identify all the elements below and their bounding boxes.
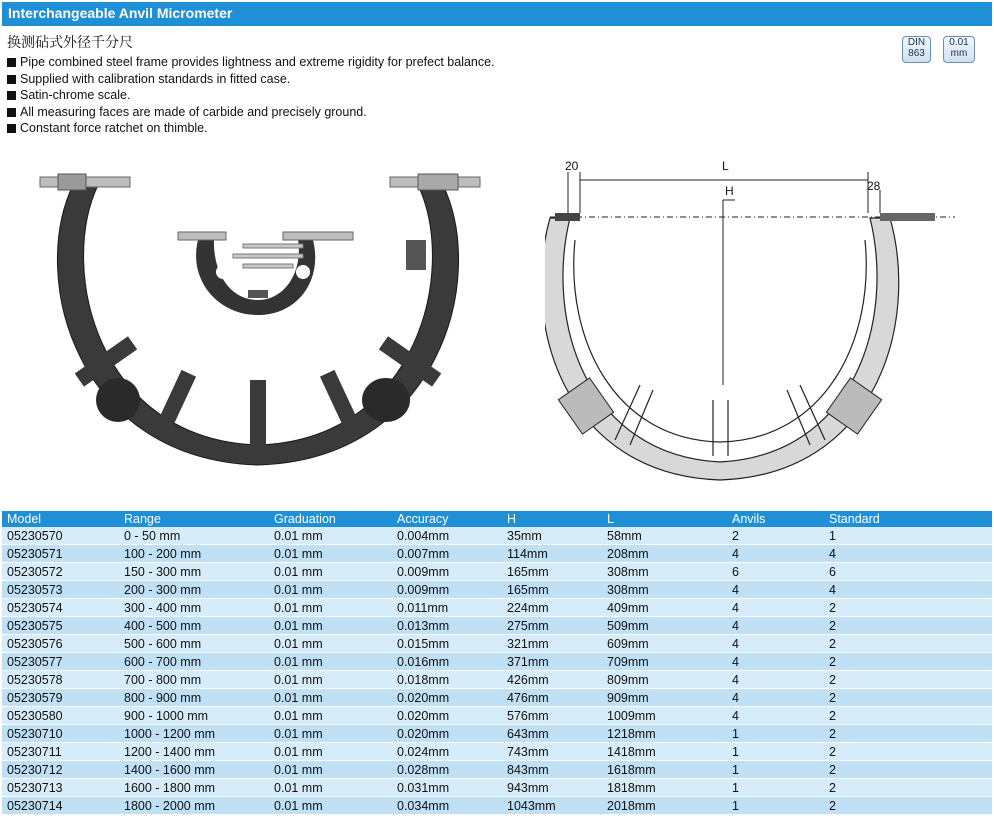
- table-row: [2, 527, 992, 545]
- table-cell: 1200 - 1400 mm: [119, 743, 269, 761]
- table-cell: 709mm: [602, 653, 727, 671]
- table-cell: 224mm: [502, 599, 602, 617]
- table-row: [2, 671, 992, 689]
- table-cell: 743mm: [502, 743, 602, 761]
- table-cell: 0.004mm: [392, 527, 502, 545]
- table-cell: 275mm: [502, 617, 602, 635]
- table-cell: 0.01 mm: [269, 581, 392, 599]
- table-cell: 426mm: [502, 671, 602, 689]
- table-cell: 0.018mm: [392, 671, 502, 689]
- table-cell: 6: [824, 563, 992, 581]
- table-cell: 0.01 mm: [269, 761, 392, 779]
- table-cell: 909mm: [602, 689, 727, 707]
- col-header: Model: [2, 511, 119, 527]
- table-cell: 1618mm: [602, 761, 727, 779]
- dimension-drawing: [545, 150, 965, 490]
- table-cell: 4: [727, 671, 824, 689]
- table-cell: 05230574: [2, 599, 119, 617]
- feature-item: All measuring faces are made of carbide and precisely ground.: [7, 104, 495, 121]
- table-cell: 4: [727, 545, 824, 563]
- graduation-badge: [943, 36, 975, 63]
- din-badge-line1: DIN: [907, 37, 926, 48]
- table-row: [2, 653, 992, 671]
- col-header: H: [502, 511, 602, 527]
- dim-28-label: 28: [867, 179, 881, 193]
- table-cell: 1: [824, 527, 992, 545]
- table-cell: 05230570: [2, 527, 119, 545]
- table-cell: 600 - 700 mm: [119, 653, 269, 671]
- table-cell: 643mm: [502, 725, 602, 743]
- table-cell: 900 - 1000 mm: [119, 707, 269, 725]
- feature-item: Supplied with calibration standards in fitted case.: [7, 71, 495, 88]
- table-cell: 2: [824, 635, 992, 653]
- table-cell: 0.01 mm: [269, 707, 392, 725]
- table-cell: 4: [727, 635, 824, 653]
- table-row: [2, 581, 992, 599]
- table-cell: 0.015mm: [392, 635, 502, 653]
- table-cell: 0.009mm: [392, 581, 502, 599]
- table-cell: 2: [824, 761, 992, 779]
- table-cell: 208mm: [602, 545, 727, 563]
- table-row: [2, 563, 992, 581]
- table-cell: 4: [727, 653, 824, 671]
- dim-l-label: L: [722, 159, 729, 173]
- table-cell: 165mm: [502, 581, 602, 599]
- feature-item: Constant force ratchet on thimble.: [7, 120, 495, 137]
- table-cell: 05230714: [2, 797, 119, 815]
- table-cell: 0.020mm: [392, 707, 502, 725]
- table-cell: 4: [727, 707, 824, 725]
- table-cell: 0.01 mm: [269, 617, 392, 635]
- table-cell: 05230572: [2, 563, 119, 581]
- table-cell: 05230710: [2, 725, 119, 743]
- table-cell: 4: [727, 599, 824, 617]
- table-cell: 0.01 mm: [269, 527, 392, 545]
- table-cell: 2: [824, 689, 992, 707]
- table-cell: 843mm: [502, 761, 602, 779]
- table-cell: 0.028mm: [392, 761, 502, 779]
- table-cell: 1: [727, 743, 824, 761]
- feature-item: Pipe combined steel frame provides lightness and extreme rigidity for prefect balance.: [7, 54, 495, 71]
- table-cell: 409mm: [602, 599, 727, 617]
- table-cell: 05230711: [2, 743, 119, 761]
- table-cell: 0.01 mm: [269, 599, 392, 617]
- spec-table: [2, 511, 992, 815]
- table-cell: 4: [824, 581, 992, 599]
- table-cell: 05230576: [2, 635, 119, 653]
- table-cell: 05230713: [2, 779, 119, 797]
- table-cell: 300 - 400 mm: [119, 599, 269, 617]
- col-header: Graduation: [269, 511, 392, 527]
- table-cell: 1400 - 1600 mm: [119, 761, 269, 779]
- dim-20-label: 20: [565, 159, 579, 173]
- table-cell: 05230577: [2, 653, 119, 671]
- table-cell: 2: [824, 671, 992, 689]
- table-cell: 114mm: [502, 545, 602, 563]
- table-cell: 150 - 300 mm: [119, 563, 269, 581]
- table-cell: 1418mm: [602, 743, 727, 761]
- col-header: Range: [119, 511, 269, 527]
- table-row: [2, 707, 992, 725]
- micrometer-photo: [18, 160, 498, 470]
- table-cell: 0.020mm: [392, 725, 502, 743]
- table-cell: 0.034mm: [392, 797, 502, 815]
- table-cell: 0.031mm: [392, 779, 502, 797]
- table-row: [2, 779, 992, 797]
- chinese-subtitle: 换测砧式外径千分尺: [7, 34, 133, 50]
- table-row: [2, 617, 992, 635]
- table-row: [2, 689, 992, 707]
- feature-list: [7, 54, 495, 137]
- table-cell: 0.01 mm: [269, 563, 392, 581]
- table-cell: 35mm: [502, 527, 602, 545]
- table-row: [2, 743, 992, 761]
- table-row: [2, 761, 992, 779]
- table-cell: 200 - 300 mm: [119, 581, 269, 599]
- table-cell: 2: [824, 797, 992, 815]
- table-cell: 1: [727, 725, 824, 743]
- table-cell: 0.009mm: [392, 563, 502, 581]
- table-cell: 0.01 mm: [269, 725, 392, 743]
- table-cell: 321mm: [502, 635, 602, 653]
- table-cell: 05230580: [2, 707, 119, 725]
- table-cell: 1218mm: [602, 725, 727, 743]
- table-cell: 100 - 200 mm: [119, 545, 269, 563]
- table-cell: 0.011mm: [392, 599, 502, 617]
- table-cell: 1043mm: [502, 797, 602, 815]
- table-cell: 05230571: [2, 545, 119, 563]
- table-cell: 0.016mm: [392, 653, 502, 671]
- table-cell: 4: [727, 617, 824, 635]
- table-cell: 2: [824, 599, 992, 617]
- table-cell: 943mm: [502, 779, 602, 797]
- table-cell: 0.01 mm: [269, 797, 392, 815]
- din-863-badge: [902, 36, 931, 63]
- table-row: [2, 599, 992, 617]
- table-cell: 0.01 mm: [269, 779, 392, 797]
- table-cell: 476mm: [502, 689, 602, 707]
- table-cell: 1000 - 1200 mm: [119, 725, 269, 743]
- col-header: Standard: [824, 511, 992, 527]
- table-cell: 1009mm: [602, 707, 727, 725]
- table-cell: 05230575: [2, 617, 119, 635]
- table-cell: 0.01 mm: [269, 671, 392, 689]
- table-cell: 6: [727, 563, 824, 581]
- table-cell: 509mm: [602, 617, 727, 635]
- din-badge-line2: 863: [908, 48, 925, 59]
- table-row: [2, 797, 992, 815]
- table-cell: 05230579: [2, 689, 119, 707]
- table-cell: 0.024mm: [392, 743, 502, 761]
- col-header: Accuracy: [392, 511, 502, 527]
- table-cell: 400 - 500 mm: [119, 617, 269, 635]
- table-cell: 05230573: [2, 581, 119, 599]
- page-title: Interchangeable Anvil Micrometer: [8, 5, 233, 21]
- table-cell: 0.01 mm: [269, 635, 392, 653]
- table-cell: 0.013mm: [392, 617, 502, 635]
- table-row: [2, 635, 992, 653]
- table-cell: 2: [824, 743, 992, 761]
- table-cell: 05230712: [2, 761, 119, 779]
- table-cell: 576mm: [502, 707, 602, 725]
- table-cell: 0.01 mm: [269, 689, 392, 707]
- table-cell: 700 - 800 mm: [119, 671, 269, 689]
- table-cell: 2: [824, 653, 992, 671]
- table-cell: 2: [824, 725, 992, 743]
- table-cell: 05230578: [2, 671, 119, 689]
- table-header-row: [2, 511, 992, 527]
- table-cell: 809mm: [602, 671, 727, 689]
- dim-h-label: H: [725, 184, 734, 198]
- table-cell: 0.01 mm: [269, 653, 392, 671]
- table-cell: 1818mm: [602, 779, 727, 797]
- table-cell: 1800 - 2000 mm: [119, 797, 269, 815]
- table-cell: 800 - 900 mm: [119, 689, 269, 707]
- table-cell: 0 - 50 mm: [119, 527, 269, 545]
- title-bar: [2, 2, 992, 26]
- col-header: Anvils: [727, 511, 824, 527]
- table-cell: 2: [824, 617, 992, 635]
- table-cell: 500 - 600 mm: [119, 635, 269, 653]
- table-cell: 2: [824, 707, 992, 725]
- table-cell: 0.007mm: [392, 545, 502, 563]
- table-cell: 609mm: [602, 635, 727, 653]
- table-row: [2, 725, 992, 743]
- table-cell: 0.020mm: [392, 689, 502, 707]
- table-cell: 2: [824, 779, 992, 797]
- table-cell: 165mm: [502, 563, 602, 581]
- grad-badge-line2: mm: [950, 48, 968, 59]
- table-cell: 1600 - 1800 mm: [119, 779, 269, 797]
- col-header: L: [602, 511, 727, 527]
- table-cell: 1: [727, 797, 824, 815]
- feature-item: Satin-chrome scale.: [7, 87, 495, 104]
- table-cell: 308mm: [602, 581, 727, 599]
- table-cell: 4: [824, 545, 992, 563]
- table-cell: 2: [727, 527, 824, 545]
- table-cell: 0.01 mm: [269, 743, 392, 761]
- table-cell: 371mm: [502, 653, 602, 671]
- table-cell: 308mm: [602, 563, 727, 581]
- table-cell: 1: [727, 761, 824, 779]
- table-cell: 2018mm: [602, 797, 727, 815]
- table-cell: 4: [727, 689, 824, 707]
- table-cell: 58mm: [602, 527, 727, 545]
- table-cell: 4: [727, 581, 824, 599]
- table-cell: 1: [727, 779, 824, 797]
- table-cell: 0.01 mm: [269, 545, 392, 563]
- grad-badge-line1: 0.01: [949, 37, 969, 48]
- table-row: [2, 545, 992, 563]
